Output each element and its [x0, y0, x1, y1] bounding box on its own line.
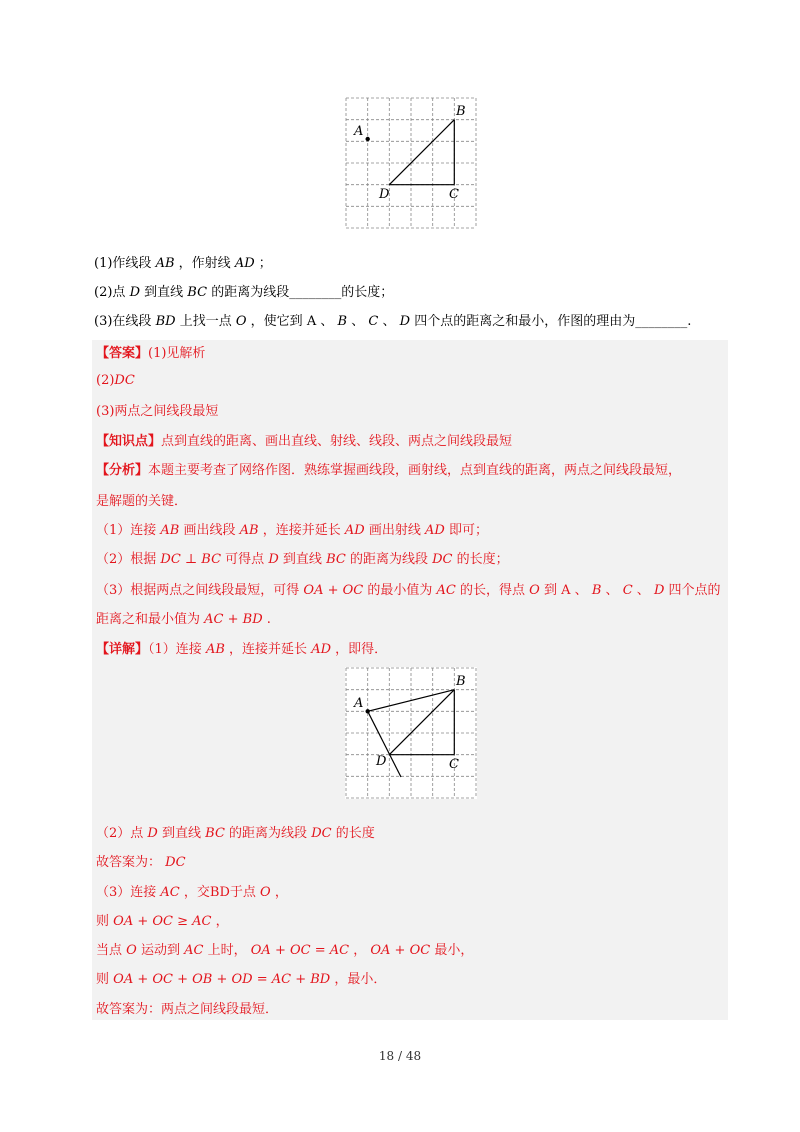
q1-ab: AB [155, 256, 175, 271]
answer-line-3 [96, 404, 218, 420]
detail-l1-ad: AD [311, 642, 331, 657]
d2-l4-suffix: ， [274, 885, 288, 900]
q2-mid1: 到直线 [144, 285, 184, 300]
d2-l3-dc: DC [165, 855, 186, 870]
analysis-p2 [96, 552, 509, 568]
detail-l1-suffix: ，即得． [335, 642, 388, 657]
p3-sep3: 、 [636, 583, 650, 598]
d2-l6-mid2: 上时， [207, 943, 247, 958]
point-a [366, 137, 370, 141]
answer-tag: 【答案】 [96, 346, 149, 361]
d2-l2-bc: BC [205, 826, 225, 841]
p3-mid3: 到 [543, 583, 557, 598]
analysis-text2: 是解题的关键． [96, 494, 188, 509]
q2-bc: BC [187, 285, 208, 300]
p3-a: A [561, 583, 571, 598]
grid-figure-2-svg [345, 667, 477, 799]
d2-l6-ac: AC [184, 943, 204, 958]
d2-l4-mid: ，交BD于点 [183, 885, 256, 900]
d2-l4-ac: AC [160, 885, 180, 900]
p3-mid1: 的最小值为 [367, 583, 433, 598]
detail-line-1 [96, 642, 387, 658]
knowledge-line [96, 434, 512, 450]
p3-expr: OA + OC [303, 583, 364, 598]
answer-line-1 [96, 346, 205, 362]
d2-l5-expr: OA + OC ≥ AC [113, 914, 212, 929]
p1-mid3: 画出射线 [368, 523, 421, 538]
d2-l2-d: D [147, 826, 158, 841]
knowledge-tag: 【知识点】 [96, 434, 162, 449]
p2-mid1: 可得点 [225, 552, 265, 567]
p2-prefix: （2）根据 [96, 552, 157, 567]
detail-line-7 [96, 972, 386, 988]
detail-line-5 [96, 914, 229, 930]
p1-ab1: AB [160, 523, 180, 538]
question-2 [94, 285, 393, 301]
d2-l2-prefix: （2）点 [96, 826, 144, 841]
q3-mid1: 上找一点 [179, 314, 232, 329]
d2-l6-mid1: 运动到 [140, 943, 180, 958]
q1-prefix: (1)作线段 [94, 256, 152, 271]
p3-b: B [591, 583, 602, 598]
analysis-tag: 【分析】 [96, 463, 149, 478]
d2-l2-dc: DC [311, 826, 332, 841]
answer-l1: (1)见解析 [148, 346, 206, 361]
d2-l2-mid1: 到直线 [162, 826, 202, 841]
grid-figure-2 [345, 667, 477, 799]
q2-d: D [129, 285, 140, 300]
p2-mid3: 的距离为线段 [349, 552, 428, 567]
p3b-suffix: . [266, 612, 271, 627]
p3-ac: AC [436, 583, 456, 598]
analysis-text1: 本题主要考查了网络作图．熟练掌握画线段，画射线，点到直线的距离，两点之间线段最短， [148, 463, 682, 478]
detail-tag: 【详解】 [96, 642, 149, 657]
d2-l7-expr: OA + OC + OB + OD = AC + BD [113, 972, 331, 987]
q3-sep1: 、 [320, 314, 334, 329]
label-d: D [379, 187, 390, 202]
page-number: 18 / 48 [378, 1049, 422, 1063]
d2-l6-suffix: 最小， [434, 943, 474, 958]
label-a-2: A [354, 696, 364, 711]
q3-c: C [368, 314, 379, 329]
d2-l4-prefix: （3）连接 [96, 885, 157, 900]
p3-o: O [529, 583, 540, 598]
grid-figure-1-svg [345, 97, 477, 229]
p2-suffix: 的长度； [456, 552, 509, 567]
p1-ab2: AB [239, 523, 259, 538]
q3-mid2: ，使它到 [250, 314, 303, 329]
detail-l1-ab: AB [205, 642, 225, 657]
q3-suffix: 四个点的距离之和最小，作图的理由为________. [414, 314, 692, 329]
question-3 [94, 314, 691, 330]
p2-dc: DC [432, 552, 453, 567]
question-1 [94, 256, 272, 272]
answer-l2-dc: DC [114, 373, 135, 388]
q3-prefix: (3)在线段 [94, 314, 152, 329]
q3-sep3: 、 [382, 314, 396, 329]
d2-l2-mid2: 的距离为线段 [229, 826, 308, 841]
p3-suffix: 四个点的 [668, 583, 721, 598]
answer-l2-prefix: (2) [96, 373, 115, 388]
d2-l6-expr1: OA + OC = AC [250, 943, 350, 958]
answer-line-2 [96, 373, 135, 389]
detail-line-8 [96, 1002, 278, 1018]
triangle-bcd [389, 120, 454, 185]
p1-suffix: 即可； [448, 523, 488, 538]
label-b-2: B [456, 674, 466, 689]
label-a: A [354, 124, 364, 139]
p1-mid2: ，连接并延长 [262, 523, 341, 538]
p1-prefix: （1）连接 [96, 523, 157, 538]
analysis-p3 [96, 583, 721, 599]
d2-l6-prefix: 当点 [96, 943, 123, 958]
analysis-line-1 [96, 463, 681, 479]
p1-ad2: AD [425, 523, 445, 538]
d2-l7-prefix: 则 [96, 972, 110, 987]
p3-c: C [622, 583, 633, 598]
p3b-expr: AC + BD [204, 612, 263, 627]
p2-d: D [268, 552, 279, 567]
q2-prefix: (2)点 [94, 285, 126, 300]
q1-suffix: ； [258, 256, 272, 271]
d2-l3-prefix: 故答案为： [96, 855, 162, 870]
label-b: B [456, 104, 466, 119]
q3-a: A [306, 314, 317, 329]
p1-mid1: 画出线段 [183, 523, 236, 538]
detail-l1-mid: ，连接并延长 [229, 642, 308, 657]
detail-line-4 [96, 885, 288, 901]
detail-line-3 [96, 855, 186, 871]
p3-prefix: （3）根据两点之间线段最短，可得 [96, 583, 300, 598]
label-c: C [449, 187, 459, 202]
p2-perp: DC ⊥ BC [160, 552, 222, 567]
d2-l5-prefix: 则 [96, 914, 110, 929]
p2-mid2: 到直线 [282, 552, 322, 567]
analysis-line-2 [96, 494, 187, 510]
label-c-2: C [449, 757, 459, 772]
q1-ad: AD [234, 256, 255, 271]
detail-line-2 [96, 826, 375, 842]
grid-figure-1 [345, 97, 477, 229]
knowledge-text: 点到直线的距离、画出直线、射线、线段、两点之间线段最短 [161, 434, 513, 449]
q3-sep2: 、 [351, 314, 365, 329]
d2-l7-suffix: ，最小． [334, 972, 387, 987]
analysis-p1 [96, 523, 488, 539]
analysis-p3b [96, 612, 271, 628]
p3b-prefix: 距离之和最小值为 [96, 612, 201, 627]
d2-l2-suffix: 的长度 [335, 826, 375, 841]
p2-bc: BC [326, 552, 346, 567]
p3-sep2: 、 [605, 583, 619, 598]
d2-l6-o: O [126, 943, 137, 958]
detail-line-6 [96, 943, 473, 959]
p3-sep1: 、 [574, 583, 588, 598]
point-a-2 [366, 709, 370, 713]
q3-o: O [235, 314, 247, 329]
answer-l3: (3)两点之间线段最短 [96, 404, 219, 419]
p3-d: D [653, 583, 665, 598]
q3-bd: BD [155, 314, 176, 329]
d2-l4-o: O [260, 885, 271, 900]
p1-ad1: AD [344, 523, 365, 538]
q3-b: B [337, 314, 348, 329]
q3-d: D [399, 314, 411, 329]
d2-l6-sep: ， [353, 943, 367, 958]
q2-mid2: 的距离为线段________的长度； [211, 285, 394, 300]
d2-l8-text: 故答案为：两点之间线段最短． [96, 1002, 279, 1017]
q1-mid: ，作射线 [178, 256, 231, 271]
detail-l1-prefix: （1）连接 [148, 642, 202, 657]
label-d-2: D [376, 754, 387, 769]
d2-l5-suffix: ， [215, 914, 229, 929]
p3-mid2: 的长，得点 [460, 583, 526, 598]
d2-l6-expr2: OA + OC [370, 943, 431, 958]
